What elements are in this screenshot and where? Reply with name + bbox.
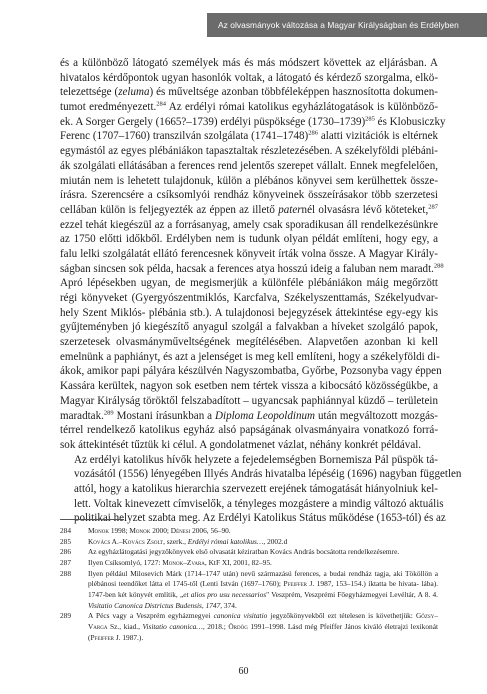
footnote-number: 286 [60, 547, 72, 557]
footnote-number: 284 [60, 526, 72, 535]
footnote-ref: 285 [365, 115, 375, 123]
footnote-ref: 288 [433, 261, 444, 269]
text-line: szerzetesek olvasmányműveltségének megítélésében. Alapvetően azonban ki kell [60, 336, 438, 349]
text-line: Az erdélyi katolikus hívők helyzete a fejedelemségben Bornemisza Pál püspök tá- [74, 453, 438, 466]
text-line: térrel rendelkező katolikus egyház alsó papságának olvasmányaira vonatkozó forrá- [60, 424, 438, 437]
text-line: az 1750 előtti időkből. Erdélyben nem is tudunk olyan példát említeni, hogy egy, a [60, 233, 438, 246]
footnote-286: 286 Az egyházlátogatási jegyzőkönyvek első olvasatát kéziratban Kovács András bocsátotta rendelkezésemre. [60, 547, 400, 557]
text-line: falu lelki szolgálatát ellátó ferencesnek könyveit írták volna össze. A Magyar Király- [60, 247, 438, 260]
running-title: Az olvasmányok változása a Magyar Királyságban és Erdélyben [218, 20, 459, 30]
text-line: Kassára kerültek, nagyon sok esetben nem tértek vissza a kibocsátó közösségükbe, a [60, 380, 438, 393]
text-line: ák szolgálati ellátásában a ferences rend jelentős szerepet vállalt. Ennek megfelelően, [60, 159, 438, 172]
footnote-number: 287 [60, 557, 72, 567]
footnote-289: 289 A Pécs vagy a Veszprém egyházmegyei canonica visitatio jegyzőkönyvekből ezt tételesen is követhetjük: Gőzsy–Varga Sz., kiad., Visitatio canonica…, 2018.; Ördög 1991–1998. Lásd még Pfeiffer János kiváló életrajzi lexikonát (Pfeiffer J. 1987.). [60, 611, 438, 642]
footnote-287: 287 Ilyen Csíksomlyó, 1727: Monok–Zvara, KtF XI, 2001, 82–95. [60, 557, 272, 567]
footnote-ref: 286 [308, 129, 318, 137]
text-line: sok áttekintését tűztük ki célul. A gondolatmenet vázlat, néhány konkrét példával. [60, 438, 422, 451]
text-line: Ferenc (1707–1760) transzilván szolgálata (1741–1748)$^{286}$ alatti vizitációk is eltérnek [60, 129, 438, 143]
text-line: maradtak.$^{289}$ Mostani írásunkban a Diploma Leopoldinum után megváltozott mozgás- [60, 408, 438, 422]
text-line: gyűjteményben jó kiegészítő anyagul szolgál a falvakban a híveket szolgáló papok, [60, 321, 438, 334]
paragraph-1 [60, 56, 446, 453]
text-line: miután nem is lehetett tulajdonuk, külön a plébános könyvei sem kerülhettek össze- [60, 174, 438, 187]
text-line: hely Szent Miklós- plébánia stb.). A tulajdonosi bejegyzések áttekintése egy-egy kis [60, 306, 438, 319]
running-header [207, 13, 487, 37]
text-line: Apró lépésekben ugyan, de megismerjük a különféle plébániákon máig megőrzött [60, 277, 438, 290]
page-number: 60 [238, 666, 249, 677]
text-line: politikai helyzet szabta meg. Az Erdélyi Katolikus Státus működése (1653-tól) és az [74, 512, 446, 525]
text-line: és a különböző látogató személyek más és más módszert követtek az eljárásban. A [60, 57, 438, 69]
footnote-number: 285 [60, 536, 72, 546]
text-line: cellában külön is feljegyezték az éppen az illető paternél olvasásra lévő köteteket,$^{287}$ [60, 203, 438, 216]
text-line: Magyar Királyság töröktől felszabadított – ugyancsak paphiánnyal küzdő – területein [60, 394, 438, 407]
text-line: ek. A Sorger Gergely (1665?–1739) erdélyi püspöksége (1730–1739)$^{285}$ és Klobusiczky [60, 115, 446, 128]
footnote-number: 289 [60, 611, 72, 621]
text-line: lett. Voltak kinevezett címviselők, a tényleges mozgástere a mindig változó aktuális [74, 497, 444, 510]
text-line: ezzel tehát kiegészül az a forrásanyag, amely csak sporadikusan áll rendelkezésünkre [60, 218, 438, 231]
footnote-285: 285 Kovács A.–Kovács Zsolt, szerk., Erdélyi római katolikus…, 2002.d [60, 536, 288, 546]
text-line: tumot eredményezett.$^{284}$ Az erdélyi római katolikus egyházlátogatások is különböző- [60, 100, 438, 114]
text-line: telezettsége (zeluma) és műveltsége azonban többféleképpen hasznosította dokumen- [60, 86, 438, 99]
footnote-288: 288 Ilyen például Milosevich Márk (1714–1747 után) nevű származású ferences, a budai rendház tagja, aki Tököllön a plébánosi teendőket látta el 1745-től (Lenti István (1697–1760); Pfeiffer J. 1987, 153–154.) íktatta be hivata- lába). 1747-ben két könyvét említik, „et alios pro usu necessarios" Veszprém, Veszprémi Főegyházmegyei Levéltár, A 8. 4. Visitatio Canonica Districtus Budensis, 1747, 374. [60, 568, 439, 610]
footnote-284: 284 Monok 1998; Monok 2000; Dénesi 2006, 56–90. [60, 526, 231, 535]
main-text [60, 56, 462, 526]
text-line: vozásától (1556) lényegében Illyés András hivatalba lépéséig (1696) nagyban független [74, 468, 462, 481]
paragraph-2 [60, 453, 462, 526]
footnote-ref: 287 [428, 203, 438, 211]
text-line: ákok, amikor papi pályára készülvén Nagyszombatba, Győrbe, Pozsonyba vagy éppen [60, 365, 442, 378]
footnote-ref: 284 [156, 100, 167, 108]
text-line: hivatalos kérdőpontok ugyan hasonlók voltak, a látogató és kérdező szorgalma, elkö- [60, 71, 438, 84]
text-line: egymástól az egyes plébániákon tapasztaltak részletezésében. A székelyföldi plébáni- [60, 145, 438, 158]
text-line: attól, hogy a katolikus hierarchia szervezett erejének támogatását hiányolniuk kel- [74, 482, 438, 495]
text-line: írásra. Szerencsére a csíksomlyói rendház könyveinek összeírásakor több szerzetesi [60, 189, 438, 202]
footnote-ref: 289 [103, 408, 114, 416]
text-line: régi könyveket (Gyergyószentmiklós, Karcfalva, Székelyszenttamás, Székelyudvar- [60, 292, 438, 304]
footnotes [60, 526, 438, 643]
text-line: emelnünk a paphiányt, és azt a jelenséget is meg kell említeni, hogy a székelyföldi di- [60, 350, 440, 363]
text-line: ságban sincsen sok példa, hacsak a ferences atya hosszú ideig a faluban nem maradt.$^{288}$ [60, 261, 444, 275]
footnote-number: 288 [60, 568, 72, 578]
footnote-divider [60, 519, 124, 520]
